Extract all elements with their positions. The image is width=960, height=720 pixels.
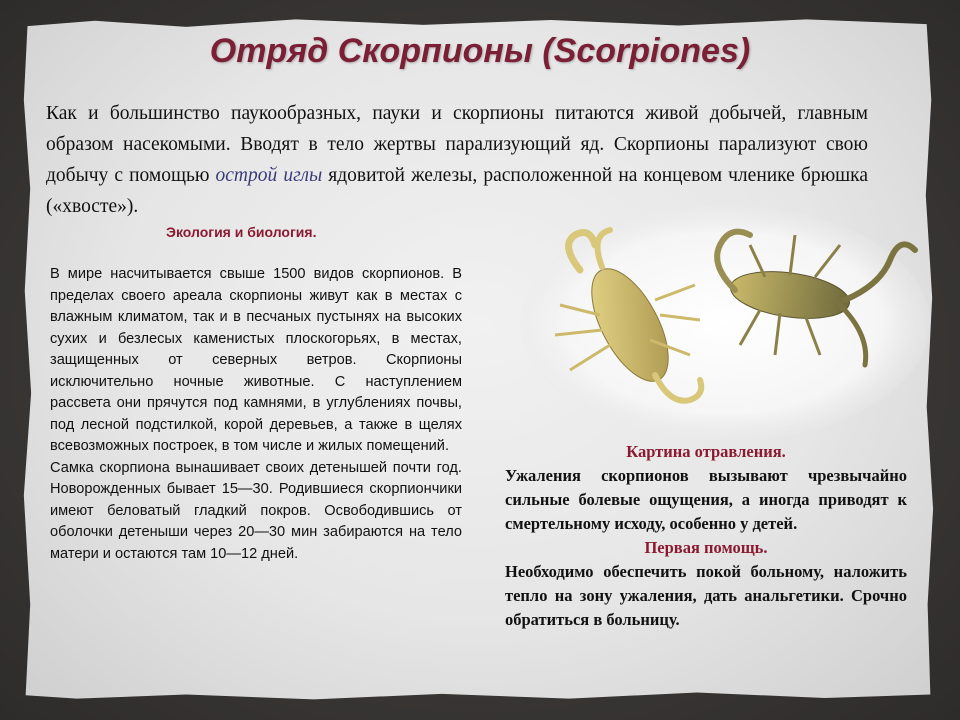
- slide-title: Отряд Скорпионы (Scorpiones): [209, 32, 751, 70]
- first-aid-heading: Первая помощь.: [644, 538, 768, 557]
- intro-text-after: ядовитой железы, расположенной на концевом членике брюшка («хвосте»).: [46, 165, 868, 217]
- ecology-section: [50, 264, 462, 565]
- ecology-paragraph-2: Самка скорпиона вынашивает своих детенышей почти год. Новорожденных бывает 15—30. Родившиеся скорпиончики имеют беловатый гладкий покров. Освободившись от оболочки детеныши через 20—30 мин забираются на тело матери и остаются там 10—12 дней.: [50, 459, 462, 562]
- intro-emphasis: острой иглы: [215, 165, 323, 186]
- intro-paragraph: [46, 98, 868, 222]
- scorpions-illustration: [520, 205, 930, 440]
- intro-text-before: Как и большинство паукообразных, пауки и скорпионы питаются живой добычей, главным образом насекомыми. Вводят в тело жертвы парализующий яд. Скорпионы парализуют свою добычу с помощью: [46, 103, 868, 186]
- ecology-heading: Экология и биология.: [166, 224, 317, 240]
- first-aid-text: Необходимо обеспечить покой больному, наложить тепло на зону ужаления, дать анальгетики. Срочно обратиться в больницу.: [505, 562, 907, 629]
- poisoning-section: [505, 440, 907, 632]
- poisoning-text: Ужаления скорпионов вызывают чрезвычайно сильные болевые ощущения, а иногда приводят к смертельному исходу, особенно у детей.: [505, 466, 907, 533]
- ecology-paragraph-1: В мире насчитывается свыше 1500 видов скорпионов. В пределах своего ареала скорпионы живут как в местах с влажным климатом, так и в песчаных пустынях на высоких сухих и безлесых каменистых плоскогорьях, в местах, защищенных от северных ветров. Скорпионы исключительно ночные животные. С наступлением рассвета они прячутся под камнями, в углублениях почвы, под лесной подстилкой, корой деревьев, а также в щелях всевозможных построек, в том числе и жилых помещений.: [50, 266, 462, 454]
- poisoning-heading: Картина отравления.: [626, 442, 786, 461]
